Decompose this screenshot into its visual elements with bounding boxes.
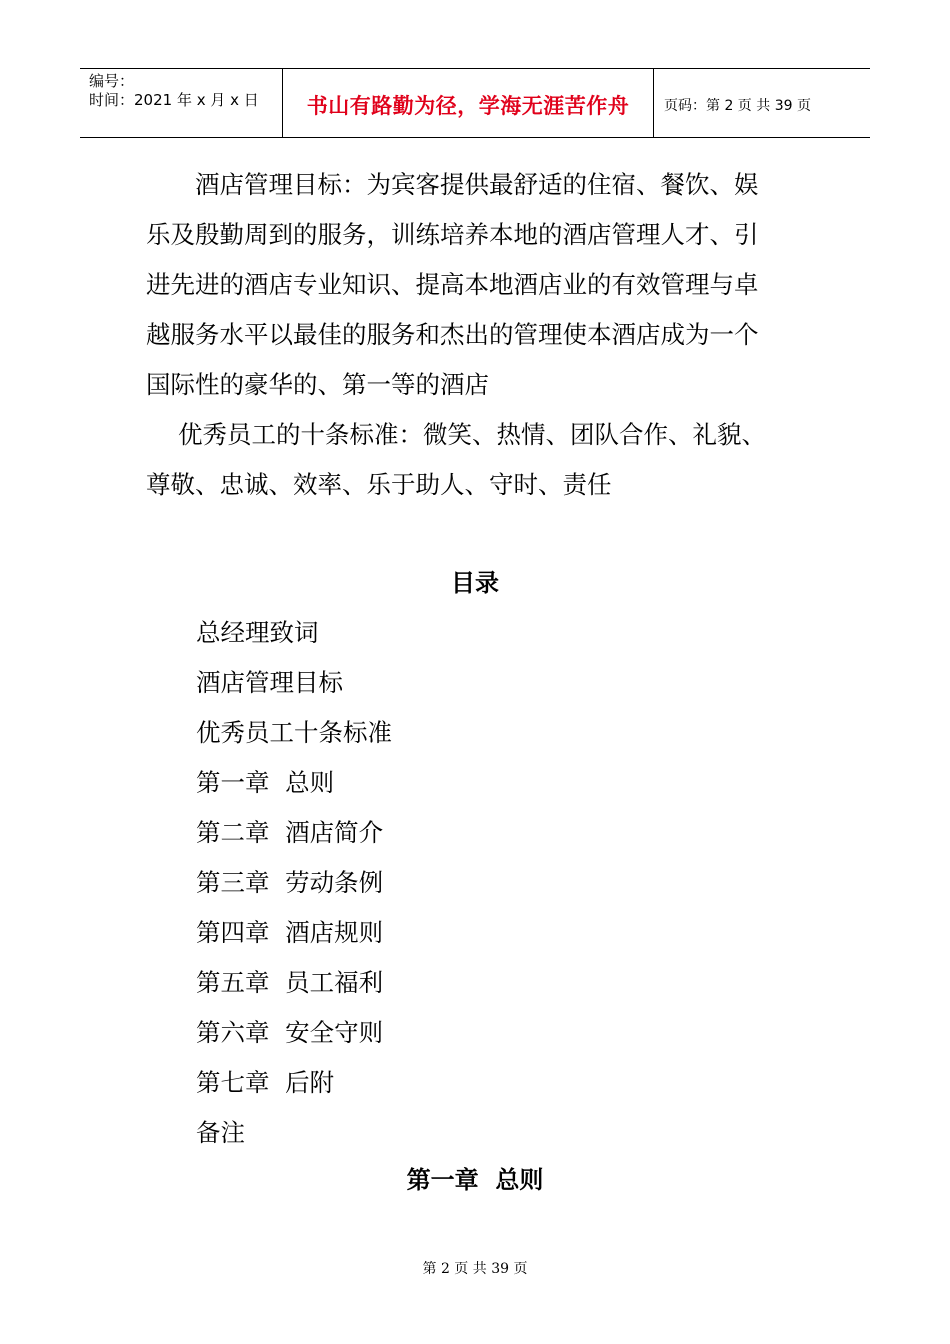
time-label: 时间：2021 年 x 月 x 日: [89, 91, 259, 109]
management-goal-paragraph: [146, 160, 796, 410]
toc-item: 第二章 酒店简介: [196, 818, 384, 847]
toc-item: 备注: [196, 1118, 245, 1147]
paragraph-line: 尊敬、忠诚、效率、乐于助人、守时、责任: [146, 470, 612, 499]
paragraph-line: 乐及殷勤周到的服务，训练培养本地的酒店管理人才、引: [146, 220, 759, 249]
header-page-info: 页码：第 2 页 共 39 页: [664, 98, 811, 114]
body-text: [146, 160, 796, 510]
paragraph-line: 进先进的酒店专业知识、提高本地酒店业的有效管理与卓: [146, 270, 759, 299]
table-of-contents: [196, 608, 392, 1158]
paragraph-line: 酒店管理目标：为宾客提供最舒适的住宿、餐饮、娱: [195, 170, 759, 199]
toc-item: 第五章 员工福利: [196, 968, 384, 997]
header-meta: [80, 69, 282, 137]
paragraph-line: 优秀员工的十条标准：微笑、热情、团队合作、礼貌、: [178, 420, 766, 449]
toc-item: 第六章 安全守则: [196, 1018, 384, 1047]
paragraph-line: 国际性的豪华的、第一等的酒店: [146, 370, 489, 399]
toc-item: 第四章 酒店规则: [196, 918, 384, 947]
toc-item: 酒店管理目标: [196, 668, 343, 697]
toc-title: 目录: [451, 569, 499, 597]
toc-item: 总经理致词: [196, 618, 319, 647]
paragraph-line: 越服务水平以最佳的服务和杰出的管理使本酒店成为一个: [146, 320, 759, 349]
page-footer: 第 2 页 共 39 页: [422, 1261, 528, 1277]
toc-item: 第七章 后附: [196, 1068, 335, 1097]
toc-item: 优秀员工十条标准: [196, 718, 392, 747]
document-header: [80, 68, 870, 138]
toc-item: 第三章 劳动条例: [196, 868, 384, 897]
header-motto-cell: [282, 69, 654, 137]
staff-standards-paragraph: [146, 410, 796, 510]
number-label: 编号：: [89, 72, 135, 90]
header-motto: 书山有路勤为径，学海无涯苦作舟: [306, 94, 630, 118]
toc-item: 第一章 总则: [196, 768, 335, 797]
chapter-title: 第一章 总则: [406, 1166, 544, 1194]
